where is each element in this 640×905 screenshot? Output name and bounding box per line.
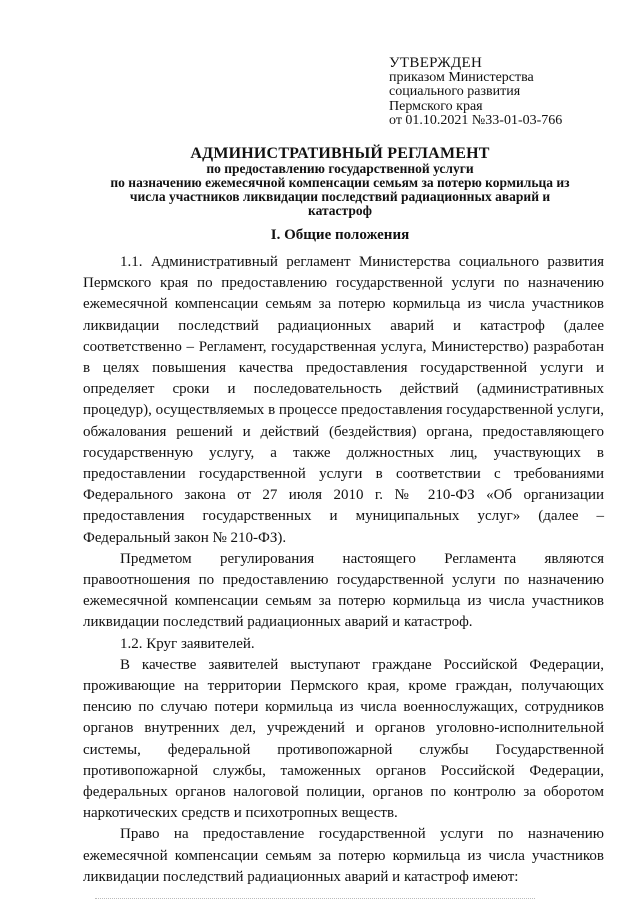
approval-line: Пермского края <box>389 98 483 114</box>
paragraph: Предметом регулирования настоящего Регламента являются правоотношения по предоставлению государственной услуги по назначению ежемесячной компенсации семьям за потерю кормильца из числа участников ликвидации последствий радиационных аварий и катастроф. <box>83 550 604 631</box>
paragraph: 1.2. Круг заявителей. <box>120 635 255 652</box>
title-line: по назначению ежемесячной компенсации семьям за потерю кормильца из <box>110 175 570 190</box>
approval-stamp <box>389 56 562 129</box>
document-title <box>70 145 610 218</box>
approval-heading: УТВЕРЖДЕН <box>389 55 483 71</box>
document-body <box>83 252 604 888</box>
title-line: катастроф <box>308 203 372 218</box>
scan-edge-line <box>95 898 535 900</box>
approval-line: приказом Министерства <box>389 69 534 85</box>
paragraph: 1.1. Административный регламент Министерства социального развития Пермского края по предоставлению государственной услуги по назначению ежемесячной компенсации семьям за потерю кормильца из числа участников ликвидации последствий радиационных аварий и катастроф (далее соответственно – Регламент, государственная услуга, Министерство) разработан в целях повышения качества предоставления государственной услуги и определяет сроки и последовательность действий (административных процедур), осуществляемых в процессе предоставления государственной услуги, обжалования решений и действий (бездействия) органа, предоставляющего государственную услугу, а также должностных лиц, участвующих в предоставлении государственной услуги в соответствии с требованиями Федерального закона от 27 июля 2010 г. № 210-ФЗ «Об организации предоставления государственных и муниципальных услуг» (далее – Федеральный закон № 210-ФЗ). <box>83 254 604 546</box>
title-line: по предоставлению государственной услуги <box>206 161 474 176</box>
paragraph: Право на предоставление государственной услуги по назначению ежемесячной компенсации семьям за потерю кормильца из числа участников ликвидации последствий радиационных аварий и катастроф имеют: <box>83 826 604 885</box>
title-main: АДМИНИСТРАТИВНЫЙ РЕГЛАМЕНТ <box>190 145 490 162</box>
section-heading: I. Общие положения <box>270 227 410 243</box>
approval-date-number: от 01.10.2021 №33-01-03-766 <box>389 113 563 128</box>
approval-line: социального развития <box>389 84 521 99</box>
paragraph: В качестве заявителей выступают граждане Российской Федерации, проживающие на территории Пермского края, кроме граждан, получающих пенсию по случаю потери кормильца из числа военнослужащих, сотрудников органов внутренних дел, учреждений и органов уголовно-исполнительной системы, федеральной противопожарной службы Государственной противопожарной службы, таможенных органов Российской Федерации, федеральных органов налоговой полиции, органов по контролю за оборотом наркотических средств и психотропных веществ. <box>83 656 604 822</box>
title-line: числа участников ликвидации последствий радиационных аварий и <box>129 189 551 204</box>
